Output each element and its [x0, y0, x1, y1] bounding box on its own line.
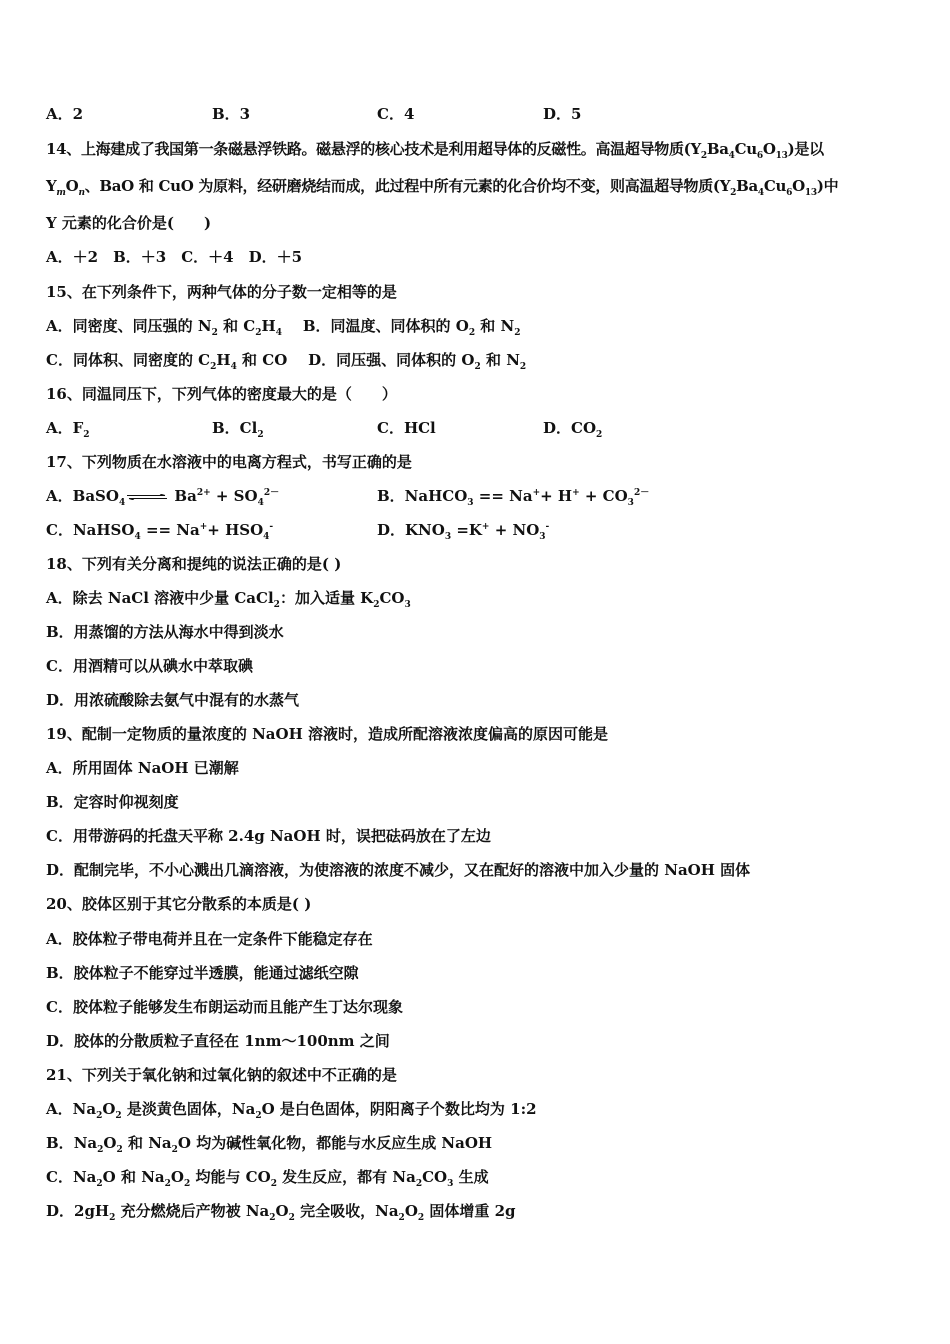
sup: +: [481, 522, 490, 532]
text: 完全吸收，: [294, 1202, 376, 1220]
q18-option-c: C．用酒精可以从碘水中萃取碘: [46, 657, 253, 675]
sub: 2: [257, 430, 264, 440]
text: O: [103, 1134, 117, 1152]
q16-stem: 16、同温同压下，下列气体的密度最大的是（ ）: [46, 385, 397, 403]
text: Cu: [734, 140, 757, 158]
text: 生成: [453, 1168, 489, 1186]
text: O: [177, 1134, 191, 1152]
text: Na: [148, 1134, 172, 1152]
q19-option-d: D．配制完毕，不小心溅出几滴溶液，为使溶液的浓度不减少，又在配好的溶液中加入少量的 NaOH 固体: [46, 861, 751, 879]
q14-stem-line2: [46, 175, 838, 196]
text: H: [216, 351, 231, 369]
text: Cu: [763, 177, 787, 195]
sub: 2: [730, 188, 737, 198]
sub: 3: [447, 1179, 454, 1189]
text: 和 N: [475, 317, 515, 335]
sup: 2－: [263, 488, 280, 498]
sup: +: [532, 488, 541, 498]
sub: 2: [96, 1111, 103, 1121]
q20-stem: 20、胶体区别于其它分散系的本质是( ): [46, 895, 312, 913]
q21-option-b: [46, 1132, 492, 1153]
text: O: [792, 177, 805, 195]
sub: 3: [539, 532, 546, 542]
sub: 2: [109, 1213, 116, 1223]
text: Na: [375, 1202, 399, 1220]
sub: 2: [115, 1111, 122, 1121]
sub: 2: [211, 328, 218, 338]
text: O: [762, 140, 776, 158]
text: D．2gH: [46, 1202, 110, 1220]
q19-option-a: A．所用固体 NaOH 已潮解: [46, 759, 239, 777]
sub: 2: [596, 430, 603, 440]
text: == Na: [473, 487, 533, 505]
q18-option-d: D．用浓硫酸除去氨气中混有的水蒸气: [46, 691, 300, 709]
q13-option-a: A．2: [46, 105, 84, 123]
text: A．: [46, 1100, 73, 1118]
sub: 2: [519, 362, 527, 372]
text: + HSO: [207, 521, 264, 539]
q14-text: 14、上海建成了我国第一条磁悬浮铁路。磁悬浮的核心技术是利用超导体的反磁性。高温超导物质(Y: [46, 140, 701, 158]
text: 均为碱性氧化物，都能与水反应生成 NaOH: [190, 1134, 493, 1152]
sub: m: [56, 188, 66, 198]
q17-option-d: [377, 519, 549, 540]
sub: 2: [270, 1179, 277, 1189]
text: )是以: [787, 140, 824, 158]
text: D．同压强、同体积的 O: [308, 351, 475, 369]
text: Ba: [169, 487, 197, 505]
sub: 2: [474, 362, 481, 372]
q20-option-d: D．胶体的分散质粒子直径在 1nm～100nm 之间: [46, 1032, 390, 1050]
q14-stem-line3: Y 元素的化合价是( ): [46, 214, 212, 232]
text: O: [275, 1202, 289, 1220]
text: CO: [422, 1168, 448, 1186]
sub: 13: [804, 188, 817, 198]
q13-option-c: C．4: [377, 105, 415, 123]
sup: 2+: [196, 488, 211, 498]
text: CO: [379, 589, 405, 607]
text: 均能与 CO: [190, 1168, 271, 1186]
q14-stem-line1: [46, 138, 824, 159]
sup: +: [572, 488, 580, 498]
sub: 4: [263, 532, 270, 542]
sub: 4: [118, 498, 126, 508]
q21-option-c: [46, 1166, 489, 1187]
q15-options-ab: [46, 315, 521, 336]
q17-option-a: [46, 485, 279, 506]
text: H: [261, 317, 276, 335]
q19-option-b: B．定容时仰视刻度: [46, 793, 179, 811]
text: 固体增重 2g: [424, 1202, 516, 1220]
text: 和: [122, 1134, 149, 1152]
text: + SO: [210, 487, 258, 505]
q21-stem: 21、下列关于氧化钠和过氧化钠的叙述中不正确的是: [46, 1066, 397, 1084]
q19-option-c: C．用带游码的托盘天平称 2.4g NaOH 时，误把砝码放在了左边: [46, 827, 491, 845]
sub: 2: [96, 1179, 103, 1189]
text: D．KNO: [377, 521, 445, 539]
sub: 2: [468, 328, 476, 338]
text: + CO: [579, 487, 628, 505]
sup: -: [269, 522, 274, 532]
text: + H: [540, 487, 573, 505]
text: C．同体积、同密度的 C: [46, 351, 211, 369]
sub: 2: [164, 1179, 171, 1189]
sub: 2: [269, 1213, 276, 1223]
q18-option-b: B．用蒸馏的方法从海水中得到淡水: [46, 623, 284, 641]
q16-option-d: [543, 417, 602, 438]
sub: 4: [757, 188, 764, 198]
text: C．: [46, 1168, 73, 1186]
sub: 2: [373, 600, 380, 610]
sub: 4: [230, 362, 237, 372]
q16-option-c: C．HCl: [377, 419, 436, 437]
sub: 2: [183, 1179, 191, 1189]
q17-option-c: [46, 519, 273, 540]
sub: 2: [255, 1111, 262, 1121]
text: Na: [231, 1100, 256, 1118]
sub: 4: [275, 328, 282, 338]
text: 和 N: [480, 351, 520, 369]
q13-option-d: D．5: [543, 105, 582, 123]
text: 和 CO: [236, 351, 288, 369]
sub: 2: [97, 1145, 104, 1155]
text: C．NaHSO: [46, 521, 135, 539]
text: 是淡黄色固体，: [121, 1100, 232, 1118]
q17-option-b: [377, 485, 649, 506]
sub: 6: [756, 151, 763, 161]
sub: 2: [273, 600, 280, 610]
sub: 2: [116, 1145, 123, 1155]
sub: 4: [257, 498, 264, 508]
q14-options: A．＋2 B．＋3 C．＋4 D．＋5: [46, 248, 303, 266]
q19-stem: 19、配制一定物质的量浓度的 NaOH 溶液时，造成所配溶液浓度偏高的原因可能是: [46, 725, 608, 743]
q18-stem: 18、下列有关分离和提纯的说法正确的是( ): [46, 555, 342, 573]
text: B．同温度、同体积的 O: [302, 317, 469, 335]
text: Ba: [706, 140, 729, 158]
q20-option-b: B．胶体粒子不能穿过半透膜，能通过滤纸空隙: [46, 964, 359, 982]
sup: -: [545, 522, 550, 532]
text: 、BaO 和 CuO 为原料，经研磨烧结而成，此过程中所有元素的化合价均不变，则高温超导物质(Y: [84, 177, 731, 195]
sub: 2: [398, 1213, 405, 1223]
text: O: [65, 177, 79, 195]
text: + NO: [489, 521, 540, 539]
text: O: [102, 1168, 116, 1186]
sub: 4: [728, 151, 735, 161]
text: Y: [46, 177, 57, 195]
sub: 2: [415, 1179, 423, 1189]
q18-option-a: [46, 587, 411, 608]
sub: 2: [514, 328, 521, 338]
text: D．CO: [543, 419, 597, 437]
sub: 2: [83, 430, 90, 440]
text: B．Cl: [212, 419, 258, 437]
text: O: [404, 1202, 418, 1220]
text: Na: [73, 1134, 98, 1152]
text: O: [102, 1100, 116, 1118]
text: )中: [816, 177, 839, 195]
text: A．F: [46, 419, 84, 437]
text: 发生反应，都有 Na: [276, 1168, 416, 1186]
text: 和: [115, 1168, 142, 1186]
q13-option-b: B．3: [212, 105, 251, 123]
q20-option-c: C．胶体粒子能够发生布朗运动而且能产生丁达尔现象: [46, 998, 403, 1016]
sub: 2: [288, 1213, 295, 1223]
sub: 3: [627, 498, 634, 508]
text: 充分燃烧后产物被: [115, 1202, 246, 1220]
sub: 6: [786, 188, 793, 198]
text: B．: [46, 1134, 74, 1152]
text: Na: [72, 1168, 97, 1186]
text: O: [261, 1100, 275, 1118]
q15-options-cd: [46, 349, 526, 370]
q21-option-d: [46, 1200, 516, 1221]
text: Ba: [736, 177, 758, 195]
q16-option-a: [46, 417, 90, 438]
text: 和 C: [217, 317, 256, 335]
sub: 2: [417, 1213, 425, 1223]
sub: 13: [775, 151, 788, 161]
sub: n: [78, 188, 85, 198]
text: O: [170, 1168, 184, 1186]
q21-option-a: [46, 1098, 537, 1119]
text: A．BaSO: [46, 487, 119, 505]
sub: 3: [467, 498, 474, 508]
text: Na: [72, 1100, 97, 1118]
q15-stem: 15、在下列条件下，两种气体的分子数一定相等的是: [46, 283, 397, 301]
text: == Na: [140, 521, 200, 539]
sub: 2: [700, 151, 707, 161]
sub: 2: [171, 1145, 178, 1155]
sup: +: [199, 522, 208, 532]
sub: 3: [444, 532, 452, 542]
text: B．NaHCO: [377, 487, 468, 505]
q16-option-b: [212, 417, 264, 438]
q20-option-a: A．胶体粒子带电荷并且在一定条件下能稳定存在: [46, 930, 373, 948]
sup: 2－: [633, 488, 650, 498]
equilibrium-arrow-icon: [127, 494, 167, 500]
text: 是白色固体，阴阳离子个数比均为 1:2: [274, 1100, 537, 1118]
sub: 2: [210, 362, 217, 372]
text: =K: [451, 521, 482, 539]
sub: 4: [134, 532, 141, 542]
sub: 3: [404, 600, 411, 610]
text: ：加入适量 K: [279, 589, 374, 607]
text: Na: [245, 1202, 270, 1220]
q17-stem: 17、下列物质在水溶液中的电离方程式，书写正确的是: [46, 453, 412, 471]
text: Na: [141, 1168, 165, 1186]
text: A．除去 NaCl 溶液中少量 CaCl: [46, 589, 274, 607]
text: A．同密度、同压强的 N: [46, 317, 212, 335]
sub: 2: [255, 328, 262, 338]
